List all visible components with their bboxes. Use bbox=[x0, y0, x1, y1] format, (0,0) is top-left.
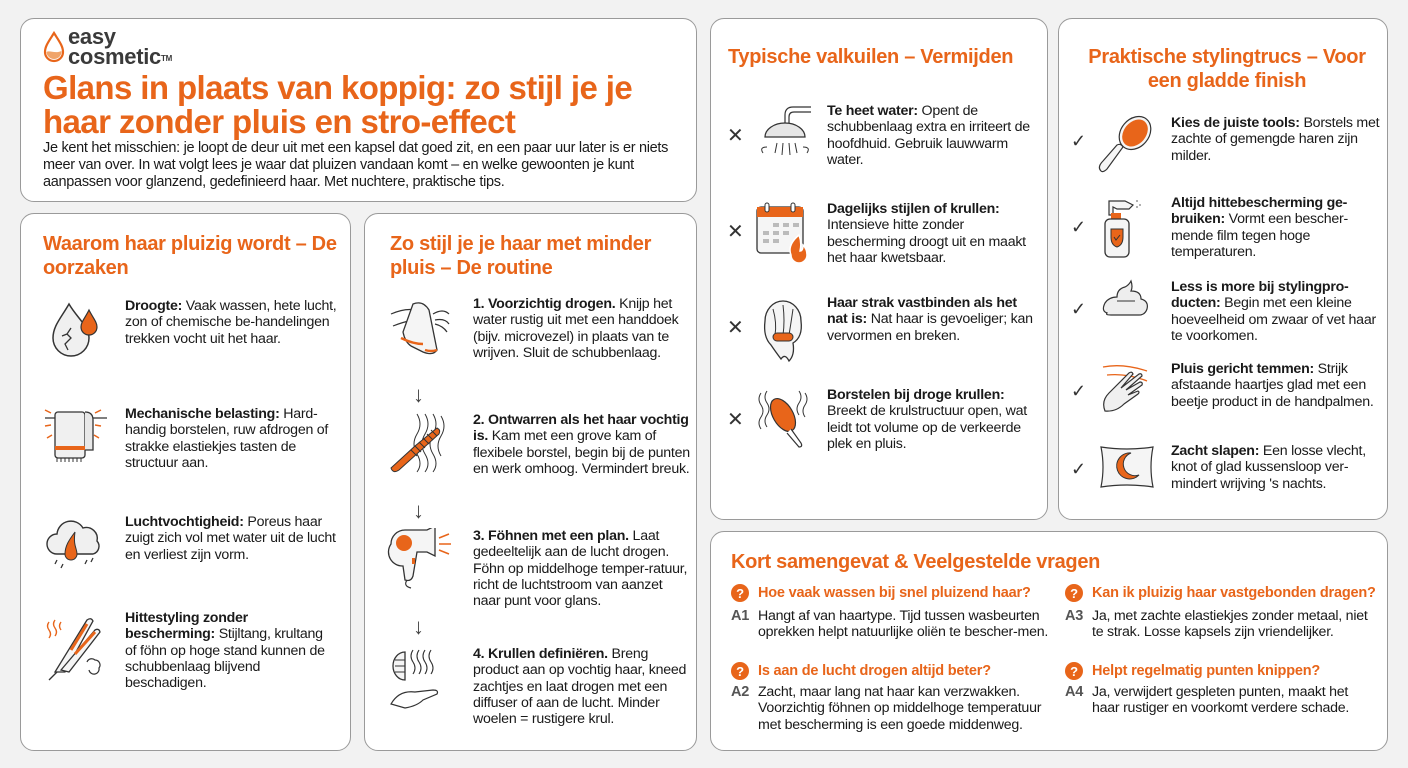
cause-item bbox=[43, 406, 337, 471]
pillow-moon-icon bbox=[1097, 443, 1157, 491]
arrow-down-icon: ↓ bbox=[413, 498, 424, 523]
cracked-drop-icon bbox=[47, 298, 109, 362]
step-text: Breng product aan op vochtig haar, kneed zachtjes en laat drogen met een diffuser of aan de lucht. Minder woelen = rustigere krul. bbox=[473, 646, 687, 728]
faq-answer bbox=[731, 684, 1061, 733]
trick-item bbox=[1097, 361, 1382, 417]
cause-item bbox=[43, 514, 337, 576]
routine-step bbox=[387, 296, 692, 366]
trick-item bbox=[1097, 443, 1382, 492]
cause-bold: Luchtvochtigheid: bbox=[125, 514, 244, 530]
pitfall-text: Breekt de krulstructuur open, wat leidt tot volume op de verkeerde plek en pluis. bbox=[827, 403, 1027, 452]
check-icon: ✓ bbox=[1071, 381, 1087, 401]
hair-dryer-icon bbox=[387, 528, 455, 590]
page-title: Glans in plaats van koppig: zo stijl je je haar zonder pluis en stro-effect bbox=[43, 69, 633, 140]
pitfalls-title: Typische valkuilen – Vermijden bbox=[728, 46, 1014, 68]
cause-text: Vaak wassen, hete lucht, zon of chemische be-handelingen trekken vocht uit het haar. bbox=[125, 298, 337, 347]
tricks-title: Praktische stylingtrucs – Voor een gladde finish bbox=[1088, 46, 1366, 92]
pitfall-text: Intensieve hitte zonder bescherming droogt uit en maakt het haar kwetsbaar. bbox=[827, 217, 1026, 266]
question-icon: ? bbox=[1065, 662, 1083, 680]
trick-bold: Less is more bij stylingpro-ducten: bbox=[1171, 279, 1349, 312]
cross-icon: ✕ bbox=[727, 317, 744, 339]
arrow-down-icon: ↓ bbox=[413, 614, 424, 639]
spray-bottle-icon bbox=[1097, 195, 1157, 261]
faq-answer-text: Hangt af van haartype. Tijd tussen wasbeurten oprekken helpt natuurlijke oliën te bescher-men. bbox=[758, 608, 1049, 641]
faq-question-text: Hoe vaak wassen bij snel pluizend haar? bbox=[758, 585, 1031, 601]
causes-title: Waarom haar pluizig wordt – De oorzaken bbox=[43, 233, 337, 279]
answer-label: A4 bbox=[1065, 684, 1084, 700]
routine-step bbox=[387, 412, 692, 477]
cross-icon: ✕ bbox=[727, 221, 744, 243]
pitfall-item bbox=[755, 295, 1040, 365]
answer-label: A1 bbox=[731, 608, 750, 624]
cause-bold: Hittestyling zonder bescherming: bbox=[125, 610, 248, 643]
faq-card bbox=[710, 531, 1388, 751]
pitfall-text: Opent de schubbenlaag extra en irriteert de hoofdhuid. Gebruik lauwwarm water. bbox=[827, 103, 1030, 168]
step-text: Knijp het water rustig uit met een handdoek (bijv. microvezel) in plaats van te wrijven. Sluit de schubbenlaag. bbox=[473, 296, 679, 361]
check-icon: ✓ bbox=[1071, 459, 1087, 479]
calendar-fire-icon bbox=[755, 201, 813, 263]
routine-step bbox=[387, 528, 692, 609]
header-card bbox=[20, 18, 697, 202]
step-bold: 2. Ontwarren als het haar vochtig is. bbox=[473, 412, 689, 445]
pitfall-bold: Haar strak vastbinden als het nat is: bbox=[827, 295, 1017, 328]
ponytail-icon bbox=[755, 295, 813, 365]
causes-card bbox=[20, 213, 351, 751]
question-icon: ? bbox=[1065, 584, 1083, 602]
flat-iron-icon bbox=[43, 610, 109, 682]
faq-question bbox=[731, 584, 1031, 602]
pitfalls-card bbox=[710, 18, 1048, 520]
trick-item bbox=[1097, 195, 1382, 261]
tricks-card bbox=[1058, 18, 1388, 520]
trick-text: Een losse vlecht, knot of glad kussensloop ver-mindert wrijving 's nachts. bbox=[1171, 443, 1366, 492]
faq-answer bbox=[1065, 608, 1375, 641]
brush-curls-icon bbox=[755, 387, 813, 449]
foam-icon bbox=[1097, 279, 1157, 329]
brand-line2: cosmetic bbox=[68, 44, 161, 69]
cross-icon: ✕ bbox=[727, 409, 744, 431]
answer-label: A3 bbox=[1065, 608, 1084, 624]
pitfall-text: Nat haar is gevoeliger; kan vervormen en breken. bbox=[827, 311, 1033, 344]
comb-icon bbox=[387, 412, 455, 474]
check-icon: ✓ bbox=[1071, 131, 1087, 151]
faq-question bbox=[731, 662, 991, 680]
faq-answer bbox=[1065, 684, 1375, 717]
routine-step bbox=[387, 646, 692, 727]
step-bold: 4. Krullen definiëren. bbox=[473, 646, 608, 662]
shower-icon bbox=[755, 103, 813, 161]
pitfall-bold: Borstelen bij droge krullen: bbox=[827, 387, 1005, 403]
trick-text: Vormt een bescher-mende film tegen hoge temperaturen. bbox=[1171, 211, 1348, 260]
trick-text: Strijk afstaande haartjes glad met een beetje product in de handpalmen. bbox=[1171, 361, 1374, 410]
check-icon: ✓ bbox=[1071, 217, 1087, 237]
step-text: Laat gedeeltelijk aan de lucht drogen. Föhn op middelhoge temper-ratuur, richt de luchtstroom van aanzet naar punt voor glans. bbox=[473, 528, 688, 610]
cause-item bbox=[43, 610, 337, 691]
humid-cloud-icon bbox=[43, 514, 109, 576]
check-icon: ✓ bbox=[1071, 299, 1087, 319]
trademark: TM bbox=[160, 54, 172, 63]
step-bold: 1. Voorzichtig drogen. bbox=[473, 296, 616, 312]
step-text: Kam met een grove kam of flexibele borstel, begin bij de punten en werk omhoog. Vermindert breuk. bbox=[473, 428, 690, 477]
towel-icon bbox=[43, 406, 109, 464]
trick-text: Begin met een kleine hoeveelheid om zwaar of vet haar te voorkomen. bbox=[1171, 295, 1376, 344]
faq-answer bbox=[731, 608, 1051, 641]
routine-card bbox=[364, 213, 697, 751]
diffuser-hand-icon bbox=[387, 646, 455, 714]
question-icon: ? bbox=[731, 584, 749, 602]
intro-text: Je kent het misschien: je loopt de deur uit met een kapsel dat goed zit, en een paar uur later is er niets meer van over. In wat volgt lees je waar dat pluizen vandaan komt – en welke gewoonten je kunt aanpassen voor glanzend, gedefinieerd haar. Met nuchtere, praktische tips. bbox=[43, 140, 669, 190]
trick-bold: Pluis gericht temmen: bbox=[1171, 361, 1314, 377]
trick-item bbox=[1097, 115, 1382, 175]
trick-item bbox=[1097, 279, 1382, 344]
pitfall-item bbox=[755, 387, 1040, 452]
faq-question-text: Helpt regelmatig punten knippen? bbox=[1092, 663, 1321, 679]
towel-squeeze-icon bbox=[387, 296, 455, 366]
pitfall-bold: Dagelijks stijlen of krullen: bbox=[827, 201, 1000, 217]
brand-logo bbox=[43, 24, 172, 69]
faq-question bbox=[1065, 584, 1376, 602]
faq-answer-text: Zacht, maar lang nat haar kan verzwakken. Voorzichtig föhnen op middelhoge temperatuur met bescherming is een goede middenweg. bbox=[758, 684, 1042, 733]
faq-title: Kort samengevat & Veelgestelde vragen bbox=[731, 551, 1101, 573]
drop-logo-icon bbox=[43, 31, 65, 63]
faq-answer-text: Ja, verwijdert gespleten punten, maakt het haar rustiger en voorkomt verdere schade. bbox=[1092, 684, 1350, 717]
trick-text: Borstels met zachte of gemengde haren zijn milder. bbox=[1171, 115, 1380, 164]
cause-text: Hard-handig borstelen, ruw afdrogen of strakke elastiekjes tasten de structuur aan. bbox=[125, 406, 329, 471]
trick-bold: Altijd hittebescherming ge-bruiken: bbox=[1171, 195, 1348, 228]
brand-line1: easy bbox=[68, 24, 116, 49]
trick-bold: Kies de juiste tools: bbox=[1171, 115, 1300, 131]
faq-answer-text: Ja, met zachte elastiekjes zonder metaal, niet te strak. Losse kapsels zijn vriendelijker. bbox=[1092, 608, 1368, 641]
trick-bold: Zacht slapen: bbox=[1171, 443, 1260, 459]
faq-question-text: Is aan de lucht drogen altijd beter? bbox=[758, 663, 991, 679]
cause-bold: Droogte: bbox=[125, 298, 183, 314]
cross-icon: ✕ bbox=[727, 125, 744, 147]
question-icon: ? bbox=[731, 662, 749, 680]
cause-text: Poreus haar zuigt zich vol met water uit de lucht en verliest zijn vorm. bbox=[125, 514, 336, 563]
paddle-brush-icon bbox=[1097, 115, 1157, 175]
cause-item bbox=[47, 298, 337, 362]
routine-title: Zo stijl je je haar met minder pluis – De routine bbox=[390, 233, 652, 279]
step-bold: 3. Föhnen met een plan. bbox=[473, 528, 629, 544]
pitfall-item bbox=[755, 103, 1040, 168]
answer-label: A2 bbox=[731, 684, 750, 700]
pitfall-item bbox=[755, 201, 1040, 266]
arrow-down-icon: ↓ bbox=[413, 382, 424, 407]
hand-smooth-icon bbox=[1097, 361, 1157, 417]
faq-question bbox=[1065, 662, 1320, 680]
cause-text: Stijltang, krultang of föhn op hoge stand kunnen de schubbenlaag blijvend beschadigen. bbox=[125, 626, 325, 692]
cause-bold: Mechanische belasting: bbox=[125, 406, 280, 422]
pitfall-bold: Te heet water: bbox=[827, 103, 918, 119]
faq-question-text: Kan ik pluizig haar vastgebonden dragen? bbox=[1092, 585, 1376, 601]
